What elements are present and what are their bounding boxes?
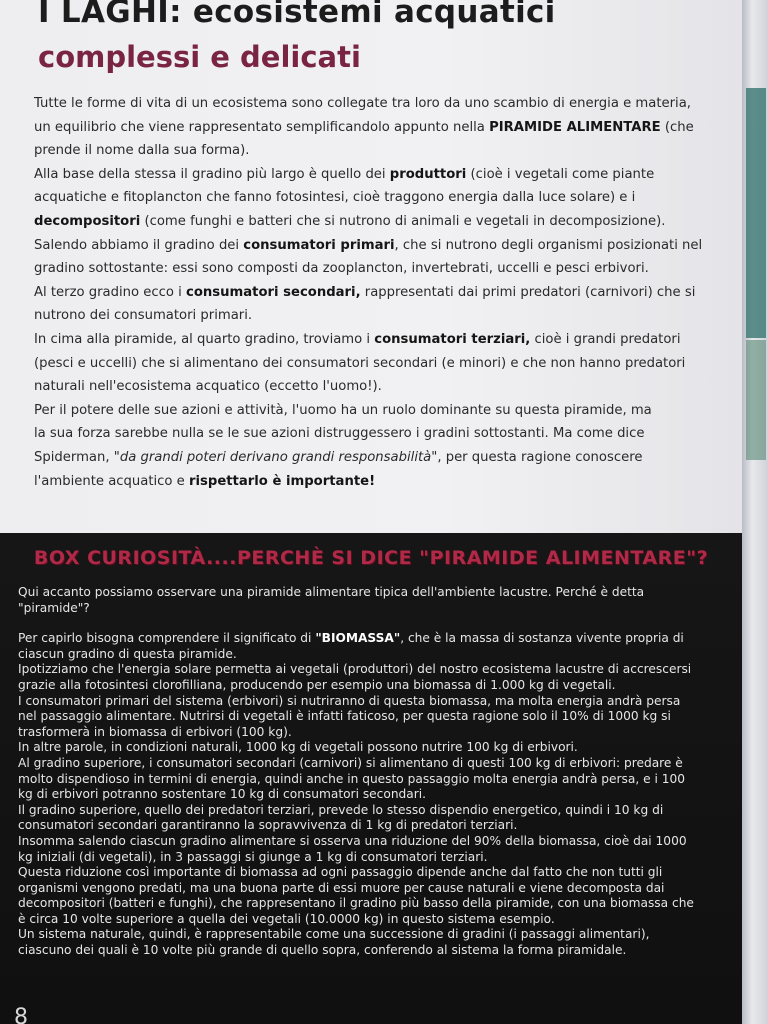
text-run: Spiderman, ": [34, 449, 120, 465]
box-line: [18, 803, 734, 819]
box-line: [18, 616, 734, 631]
box-line: [18, 725, 734, 741]
text-run: ", per questa ragione conoscere: [431, 449, 643, 465]
text-run: l'ambiente acquatico e: [34, 473, 189, 489]
text-run: grazie alla fotosintesi clorofilliana, producendo per esempio una biomassa di 1.000 kg di vegetali.: [18, 677, 616, 692]
next-page-color-strip: [746, 340, 766, 460]
text-run: (cioè i vegetali come piante: [466, 166, 655, 182]
box-line: [18, 662, 734, 678]
box-line: [18, 927, 734, 943]
text-run: Tutte le forme di vita di un ecosistema sono collegate tra loro da uno scambio di energia e materia,: [34, 96, 691, 111]
intro-line: [34, 163, 714, 187]
text-run: Al gradino superiore, i consumatori secondari (carnivori) si alimentano di questi 100 kg di erbivori: predare è: [18, 755, 683, 770]
intro-line: [34, 116, 714, 140]
box-line: [18, 709, 734, 725]
bold-term: consumatori terziari,: [374, 331, 531, 347]
bold-term: consumatori primari: [243, 237, 395, 253]
intro-line: [34, 304, 714, 328]
text-run: Salendo abbiamo il gradino dei: [34, 237, 244, 253]
text-run: "piramide"?: [18, 600, 90, 615]
text-run: consumatori secondari garantiranno la sopravvivenza di 1 kg di predatori terziari.: [18, 818, 518, 833]
bold-term: "BIOMASSA": [315, 631, 401, 646]
intro-line: [34, 92, 714, 116]
text-run: Al terzo gradino ecco i: [34, 284, 187, 300]
curiosity-box: [0, 533, 742, 1024]
box-line: [18, 631, 734, 647]
intro-line: [34, 281, 714, 305]
intro-line: [34, 399, 714, 423]
intro-line: [34, 139, 714, 163]
text-run: decompositori (batteri e funghi), che rappresentano il gradino più basso della piramide, con una biomassa che: [18, 896, 694, 911]
text-run: acquatiche e fitoplancton che fanno fotosintesi, cioè traggono energia dalla luce solare) e i: [34, 190, 636, 206]
curiosity-box-title: BOX CURIOSITÀ....PERCHÈ SI DICE "PIRAMIDE ALIMENTARE"?: [33, 547, 709, 569]
text-run: organismi vengono predati, ma una buona parte di essi muore per cause naturali e viene decomposta dai: [18, 880, 665, 895]
intro-line: [34, 422, 714, 446]
text-run: Ipotizziamo che l'energia solare permetta ai vegetali (produttori) del nostro ecosistema lacustre di accrescersi: [18, 662, 692, 677]
text-run: In altre parole, in condizioni naturali, 1000 kg di vegetali possono nutrire 100 kg di erbivori.: [18, 740, 578, 755]
intro-line: [34, 186, 714, 210]
text-run: kg iniziali (di vegetali), in 3 passaggi si giunge a 1 kg di consumatori terziari.: [18, 849, 488, 864]
text-run: Alla base della stessa il gradino più largo è quello dei: [34, 166, 390, 182]
text-run: nel passaggio alimentare. Nutrirsi di vegetali è infatti faticoso, per questa ragione solo il 10% di 1000 kg si: [18, 709, 671, 724]
text-run: Per il potere delle sue azioni e attività, l'uomo ha un ruolo dominante su questa piramide, ma: [34, 402, 652, 418]
box-line: [18, 772, 734, 788]
box-line: [18, 834, 734, 850]
text-run: kg di erbivori potranno sostentare 10 kg di consumatori secondari.: [18, 787, 427, 802]
text-run: prende il nome dalla sua forma).: [34, 143, 250, 159]
bold-term: consumatori secondari,: [186, 284, 361, 300]
intro-line: [34, 375, 714, 399]
box-line: [18, 943, 734, 959]
intro-text: [34, 92, 714, 493]
italic-quote: da grandi poteri derivano grandi responsabilità: [119, 449, 432, 465]
text-run: (pesci e uccelli) che si alimentano dei consumatori secondari (e minori) e che non hanno predatori: [34, 355, 686, 371]
text-run: (che: [660, 119, 694, 135]
text-run: molto dispendioso in termini di energia, quindi anche in questo passaggio molta energia andrà persa, e i 100: [18, 771, 685, 786]
text-run: Il gradino superiore, quello dei predatori terziari, prevede lo stesso dispendio energetico, quindi i 10 kg di: [18, 802, 664, 817]
bold-term: produttori: [389, 166, 467, 182]
text-run: rappresentati dai primi predatori (carnivori) che si: [360, 284, 696, 300]
text-run: naturali nell'ecosistema acquatico (eccetto l'uomo!).: [34, 379, 382, 395]
bold-term: rispettarlo è importante!: [189, 473, 376, 489]
box-line: [18, 896, 734, 912]
intro-line: [34, 470, 714, 494]
text-run: , che è la massa di sostanza vivente propria di: [400, 631, 684, 646]
text-run: , che si nutrono degli organismi posizionati nel: [394, 237, 703, 253]
box-line: [18, 850, 734, 866]
box-line: [18, 678, 734, 694]
text-run: è circa 10 volte superiore a quella dei vegetali (10.0000 kg) in questo sistema esempio.: [18, 911, 555, 926]
next-page-color-strip: [746, 88, 766, 338]
bold-term: decompositori: [34, 213, 141, 229]
text-run: I consumatori primari del sistema (erbivori) si nutriranno di questa biomassa, ma molta energia andrà persa: [18, 693, 681, 708]
next-page-edge: [742, 0, 768, 1024]
intro-line: [34, 352, 714, 376]
box-line: [18, 756, 734, 772]
text-run: Questa riduzione così importante di biomassa ad ogni passaggio dipende anche dal fatto che non tutti gli: [18, 865, 663, 880]
text-run: cioè i grandi predatori: [530, 331, 681, 347]
intro-line: [34, 446, 714, 470]
text-run: (come funghi e batteri che si nutrono di animali e vegetali in decomposizione).: [140, 213, 666, 229]
box-line: [18, 647, 734, 663]
intro-line: [34, 328, 714, 352]
text-run: ciascun gradino di questa piramide.: [18, 646, 237, 661]
intro-line: [34, 210, 714, 234]
box-line: [18, 912, 734, 928]
text-run: la sua forza sarebbe nulla se le sue azioni distruggessero i gradini sottostanti. Ma come dice: [34, 426, 645, 442]
box-line: [18, 740, 734, 756]
box-line: [18, 601, 734, 617]
box-line: [18, 865, 734, 881]
text-run: trasformerà in biomassa di erbivori (100 kg).: [18, 724, 292, 739]
text-run: Per capirlo bisogna comprendere il significato di: [18, 631, 316, 646]
text-run: In cima alla piramide, al quarto gradino, troviamo i: [34, 331, 375, 347]
intro-line: [34, 234, 714, 258]
box-line: [18, 881, 734, 897]
box-line: [18, 585, 734, 601]
page-title: I LAGHI: ecosistemi acquatici: [38, 0, 556, 30]
text-run: un equilibrio che viene rappresentato semplificandolo appunto nella: [34, 119, 490, 135]
page-number: 8: [14, 1005, 28, 1024]
page-subtitle: complessi e delicati: [38, 40, 361, 74]
text-run: gradino sottostante: essi sono composti da zooplancton, invertebrati, uccelli e pesci erbivori.: [34, 261, 649, 277]
text-run: Qui accanto possiamo osservare una piramide alimentare tipica dell'ambiente lacustre. Perché è detta: [18, 585, 645, 599]
bold-term: PIRAMIDE ALIMENTARE: [489, 119, 661, 135]
text-run: Insomma salendo ciascun gradino alimentare si osserva una riduzione del 90% della biomassa, cioè dai 1000: [18, 833, 687, 848]
box-line: [18, 818, 734, 834]
text-run: nutrono dei consumatori primari.: [34, 308, 253, 324]
curiosity-box-body: [18, 585, 734, 959]
box-line: [18, 787, 734, 803]
box-line: [18, 694, 734, 710]
text-run: ciascuno dei quali è 10 volte più grande di quello sopra, conferendo al sistema la forma piramidale.: [18, 943, 627, 958]
text-run: Un sistema naturale, quindi, è rappresentabile come una successione di gradini (i passaggi alimentari),: [18, 927, 650, 942]
intro-line: [34, 257, 714, 281]
